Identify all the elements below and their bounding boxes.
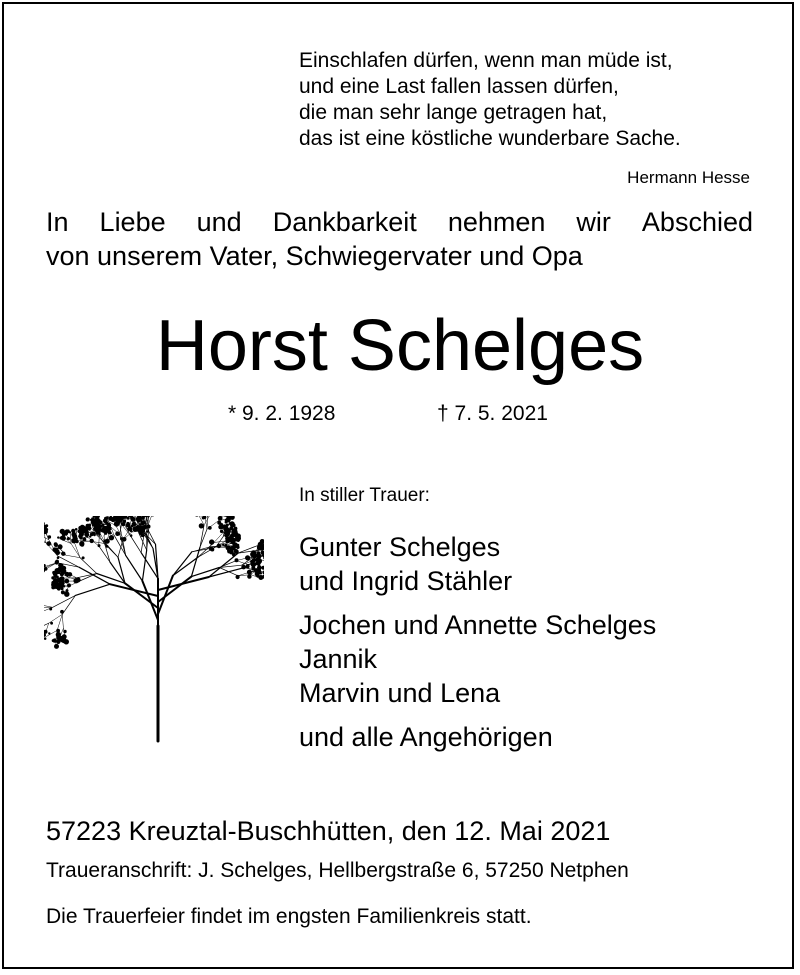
poem-line: Einschlafen dürfen, wenn man müde ist, <box>299 49 673 72</box>
poem <box>299 48 681 152</box>
intro-line-1 <box>46 205 753 239</box>
poem-line: die man sehr lange getragen hat, <box>299 101 608 124</box>
mourner-line: und alle Angehörigen <box>299 722 553 752</box>
mourner-line: und Ingrid Stähler <box>299 566 513 596</box>
death-date: † 7. 5. 2021 <box>437 402 548 425</box>
place-date: 57223 Kreuztal-Buschhütten, den 12. Mai 2021 <box>46 816 611 846</box>
mourner-line: Jochen und Annette Schelges <box>299 610 657 640</box>
intro-word: und <box>196 207 242 237</box>
tree-icon <box>44 516 264 746</box>
intro-line-2: von unserem Vater, Schwiegervater und Opa <box>46 241 583 271</box>
mourner-group <box>299 720 656 754</box>
intro-word: In <box>46 207 69 237</box>
intro-word: Liebe <box>99 207 166 237</box>
poem-line: das ist eine köstliche wunderbare Sache. <box>299 127 681 150</box>
intro-word: nehmen <box>447 207 546 237</box>
poem-line: und eine Last fallen lassen dürfen, <box>299 75 619 98</box>
birth-date: * 9. 2. 1928 <box>228 402 336 425</box>
mourner-line: Gunter Schelges <box>299 532 501 562</box>
funeral-note: Die Trauerfeier findet im engsten Familienkreis statt. <box>46 905 532 928</box>
mourner-group <box>299 530 656 598</box>
intro-text <box>46 205 753 273</box>
mourner-line: Jannik <box>299 644 378 674</box>
intro-word: wir <box>576 207 611 237</box>
mourning-address: Traueranschrift: J. Schelges, Hellbergstraße 6, 57250 Netphen <box>46 859 629 882</box>
mourner-line: Marvin und Lena <box>299 678 501 708</box>
intro-word: Abschied <box>641 207 753 237</box>
poem-author: Hermann Hesse <box>627 168 750 187</box>
intro-word: Dankbarkeit <box>272 207 417 237</box>
deceased-name: Horst Schelges <box>155 306 645 386</box>
mourners-list <box>299 530 656 764</box>
mourning-label: In stiller Trauer: <box>299 485 430 506</box>
mourner-group <box>299 608 656 710</box>
